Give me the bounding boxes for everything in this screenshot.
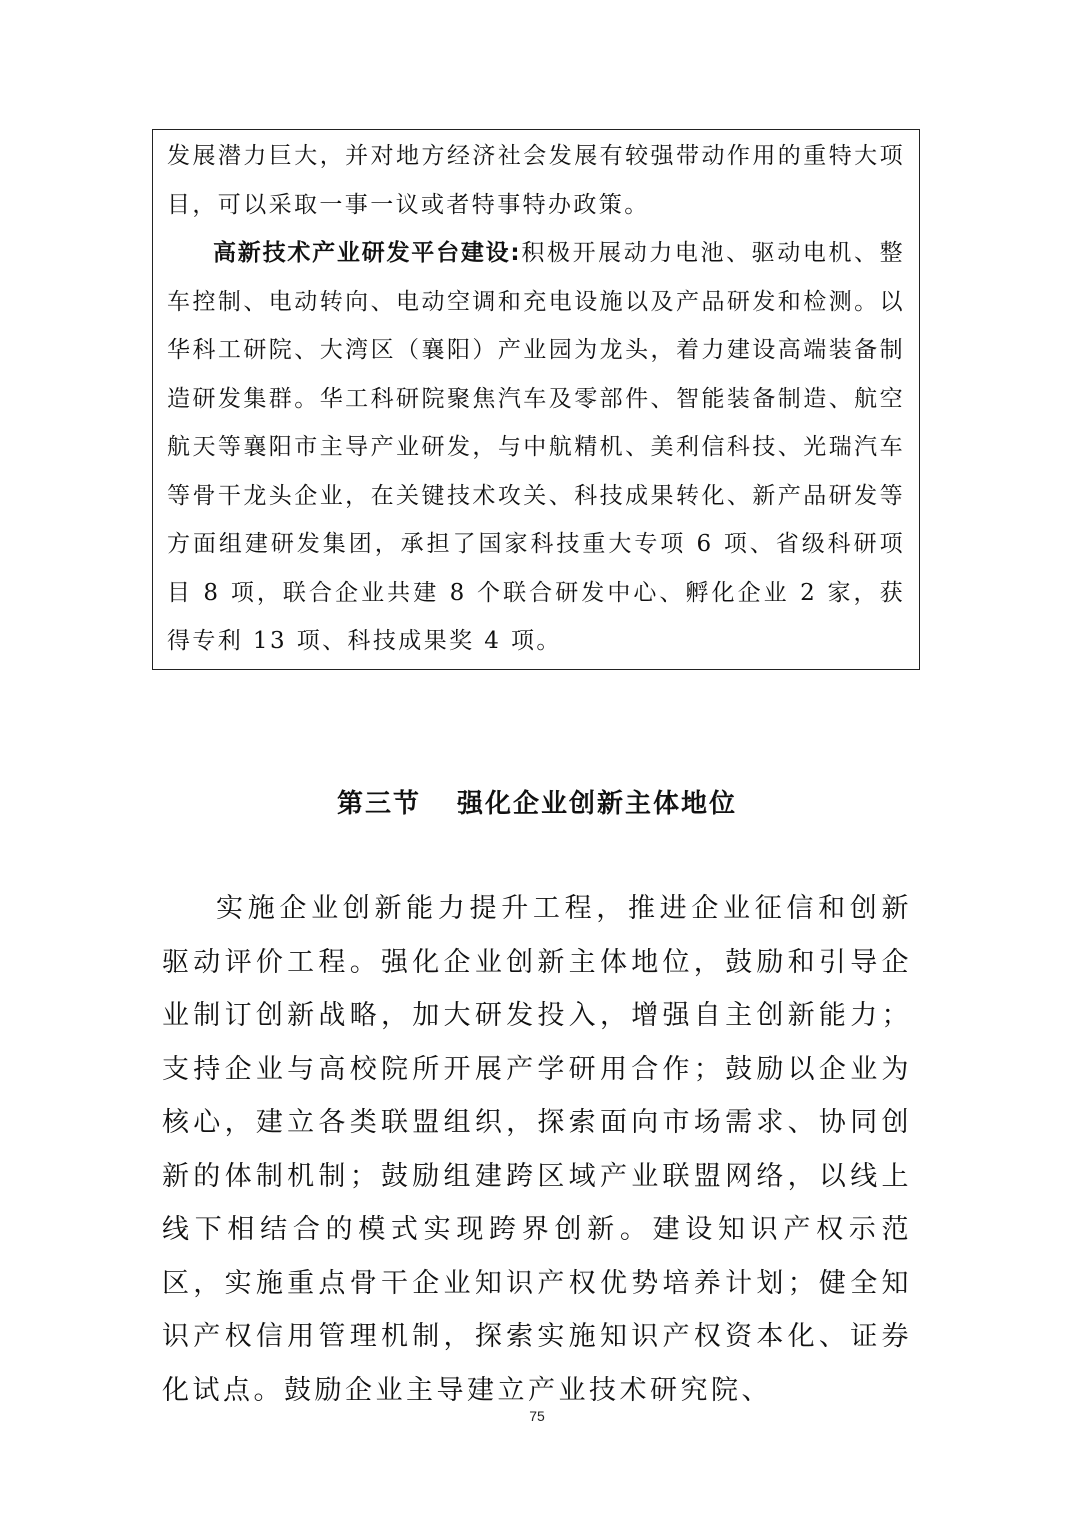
boxed-paragraph-1: 发展潜力巨大，并对地方经济社会发展有较强带动作用的重特大项目，可以采取一事一议或者特事特办政策。 bbox=[167, 143, 905, 218]
boxed-note bbox=[152, 129, 920, 670]
body-paragraph: 实施企业创新能力提升工程，推进企业征信和创新驱动评价工程。强化企业创新主体地位，鼓励和引导企业制订创新战略，加大研发投入，增强自主创新能力；支持企业与高校院所开展产学研用合作；鼓励以企业为核心，建立各类联盟组织，探索面向市场需求、协同创新的体制机制；鼓励组建跨区域产业联盟网络，以线上线下相结合的模式实现跨界创新。建设知识产权示范区，实施重点骨干企业知识产权优势培养计划；健全知识产权信用管理机制，探索实施知识产权资本化、证券化试点。鼓励企业主导建立产业技术研究院、 bbox=[162, 893, 912, 1406]
boxed-paragraph-2-body: 积极开展动力电池、驱动电机、整车控制、电动转向、电动空调和充电设施以及产品研发和检测。以华科工研院、大湾区（襄阳）产业园为龙头，着力建设高端装备制造研发集群。华工科研院聚焦汽车及零部件、智能装备制造、航空航天等襄阳市主导产业研发，与中航精机、美利信科技、光瑞汽车等骨干龙头企业，在关键技术攻关、科技成果转化、新产品研发等方面组建研发集团，承担了国家科技重大专项 6 项、省级科研项目 8 项，联合企业共建 8 个联合研发中心、孵化企业 2 家，获得专利 13 项、科技成果奖 4 项。 bbox=[167, 240, 906, 654]
section-heading: 强化企业创新主体地位 bbox=[457, 789, 738, 819]
boxed-paragraph-2-heading: 高新技术产业研发平台建设: bbox=[213, 240, 522, 266]
boxed-note-text bbox=[167, 132, 905, 666]
page-number: 75 bbox=[529, 1408, 545, 1424]
section-title bbox=[0, 783, 1074, 820]
section-number: 第三节 bbox=[336, 789, 421, 819]
boxed-paragraph-2 bbox=[167, 229, 905, 666]
